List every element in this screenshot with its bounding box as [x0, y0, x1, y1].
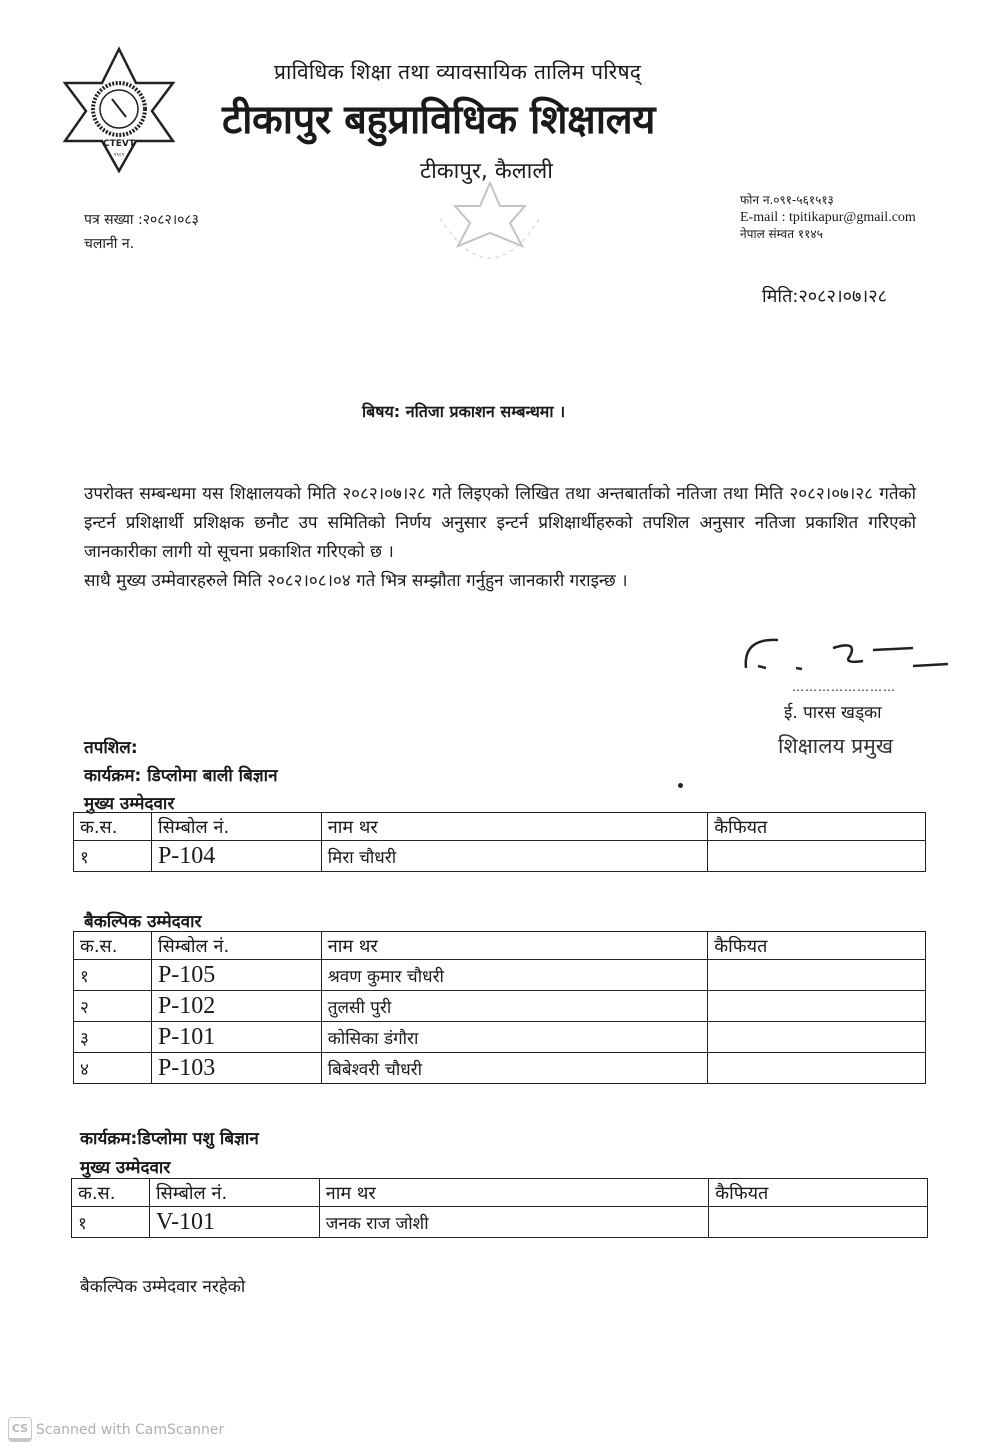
- college-address: टीकापुर, कैलाली: [420, 159, 553, 184]
- header-symbol: सिम्बोल नं.: [151, 932, 321, 960]
- table-header-row: [72, 1179, 928, 1207]
- cell-name: बिबेश्वरी चौधरी: [321, 1053, 708, 1084]
- header-remarks: कैफियत: [708, 932, 926, 960]
- signature-icon: [738, 628, 953, 678]
- letter-date: मिति:२०८२।०७।२८: [762, 286, 887, 307]
- college-name: टीकापुर बहुप्राविधिक शिक्षालय: [222, 97, 655, 143]
- cell-name: मिरा चौधरी: [321, 841, 707, 872]
- header-sn: क.स.: [72, 1179, 150, 1207]
- table-row: [74, 1022, 926, 1053]
- cell-remarks: [708, 960, 926, 991]
- cell-name: कोसिका डंगौरा: [321, 1022, 708, 1053]
- cell-name: श्रवण कुमार चौधरी: [321, 960, 708, 991]
- program-2-alternate-note: बैकल्पिक उम्मेदवार नरहेको: [80, 1277, 246, 1297]
- nepal-sambat: नेपाल संम्वत ११४५: [740, 227, 823, 241]
- table-header-row: [74, 932, 926, 960]
- letter-body: [84, 480, 916, 596]
- cell-symbol: V-101: [149, 1207, 319, 1238]
- body-paragraph-1: उपरोक्त सम्बन्धमा यस शिक्षालयको मिति २०८२।०७।२८ गते लिइएको लिखित तथा अन्तबार्ताको नतिजा तथा मिति २०८२।०७।२८ गतेको इन्टर्न प्रशिक्षार्थी प्रशिक्षक छनौट उप समितिको निर्णय अनुसार इन्टर्न प्रशिक्षार्थीहरुको तपशिल अनुसार नतिजा प्रकाशित गरिएको जानकारीका लागी यो सूचना प्रकाशित गरिएको छ ।: [84, 484, 916, 562]
- cell-symbol: P-103: [151, 1053, 321, 1084]
- header-name: नाम थर: [319, 1179, 708, 1207]
- program-2-title: कार्यक्रम:डिप्लोमा पशु बिज्ञान: [80, 1129, 259, 1149]
- cell-remarks: [708, 841, 926, 872]
- camscanner-logo-icon: CS: [8, 1417, 32, 1442]
- letter-number: पत्र सख्या :२०८२।०८३: [84, 212, 199, 228]
- cell-remarks: [708, 1053, 926, 1084]
- cell-name: तुलसी पुरी: [321, 991, 708, 1022]
- program-1-main-label: मुख्य उम्मेदवार: [84, 794, 175, 814]
- ctevt-logo-icon: [60, 45, 178, 173]
- program-2-main-table: [71, 1178, 928, 1238]
- contact-block: [740, 192, 916, 243]
- cell-sn: १: [72, 1207, 150, 1238]
- cell-symbol: P-105: [151, 960, 321, 991]
- council-name: प्राविधिक शिक्षा तथा व्यावसायिक तालिम परिषद्: [274, 60, 642, 84]
- watermark-text: Scanned with CamScanner: [36, 1421, 225, 1438]
- reference-block: [84, 208, 199, 256]
- cell-sn: २: [74, 991, 152, 1022]
- cell-remarks: [708, 1022, 926, 1053]
- signatory-name: ई. पारस खड्का: [784, 703, 882, 723]
- svg-text:CTEVT: CTEVT: [103, 139, 135, 149]
- cell-remarks: [708, 991, 926, 1022]
- cell-remarks: [709, 1207, 928, 1238]
- cell-symbol: P-104: [151, 841, 321, 872]
- program-1-alternate-table: [73, 931, 926, 1084]
- camscanner-watermark: [8, 1417, 224, 1442]
- cell-sn: १: [74, 841, 152, 872]
- cell-name: जनक राज जोशी: [319, 1207, 708, 1238]
- svg-text:१९८९: १९८९: [113, 152, 125, 158]
- table-row: [74, 1053, 926, 1084]
- header-sn: क.स.: [74, 813, 152, 841]
- table-row: [74, 841, 926, 872]
- stray-mark: [678, 783, 683, 788]
- header-remarks: कैफियत: [708, 813, 926, 841]
- program-1-main-table: [73, 812, 926, 872]
- header-name: नाम थर: [321, 932, 708, 960]
- details-label: तपशिल:: [84, 738, 138, 758]
- cell-symbol: P-102: [151, 991, 321, 1022]
- cell-sn: ३: [74, 1022, 152, 1053]
- dispatch-number: चलानी न.: [84, 236, 135, 252]
- header-symbol: सिम्बोल नं.: [149, 1179, 319, 1207]
- email-address: E-mail : tpitikapur@gmail.com: [740, 210, 916, 225]
- body-paragraph-2: साथै मुख्य उम्मेवारहरुले मिति २०८२।०८।०४ गते भित्र सम्झौता गर्नुहुन जानकारी गराइन्छ ।: [84, 571, 628, 591]
- header-symbol: सिम्बोल नं.: [151, 813, 321, 841]
- cell-sn: ४: [74, 1053, 152, 1084]
- cell-sn: १: [74, 960, 152, 991]
- table-header-row: [74, 813, 926, 841]
- signature-line: ……………………: [792, 680, 896, 694]
- table-row: [74, 960, 926, 991]
- program-1-title: कार्यक्रम: डिप्लोमा बाली बिज्ञान: [84, 766, 278, 786]
- header-sn: क.स.: [74, 932, 152, 960]
- official-stamp-icon: [430, 178, 550, 288]
- cell-symbol: P-101: [151, 1022, 321, 1053]
- table-row: [72, 1207, 928, 1238]
- program-1-alternate-label: बैकल्पिक उम्मेदवार: [84, 912, 202, 932]
- table-row: [74, 991, 926, 1022]
- phone-number: फोन न.०९१-५६१५१३: [740, 193, 834, 207]
- signatory-title: शिक्षालय प्रमुख: [778, 734, 893, 758]
- subject-line: बिषय: नतिजा प्रकाशन सम्बन्धमा ।: [362, 402, 566, 421]
- header-name: नाम थर: [321, 813, 707, 841]
- header-remarks: कैफियत: [709, 1179, 928, 1207]
- program-2-main-label: मुख्य उम्मेदवार: [80, 1158, 171, 1178]
